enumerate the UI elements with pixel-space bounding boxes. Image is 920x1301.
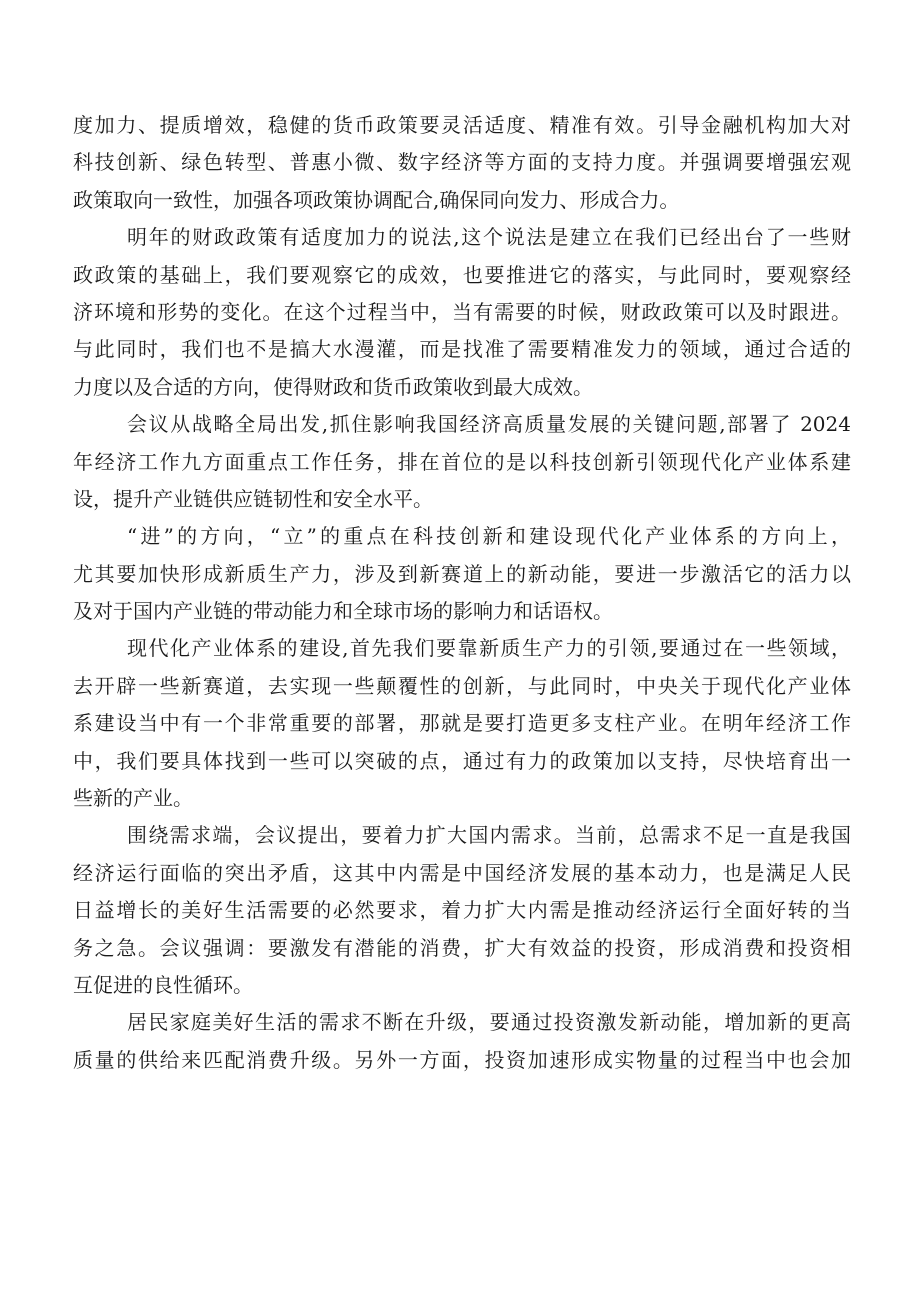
text-line: 与此同时，我们也不是搞大水漫灌，而是找准了需要精准发力的领域，通过合适的 (73, 337, 851, 362)
text-line: 科技创新、绿色转型、普惠小微、数字经济等方面的支持力度。并强调要增强宏观 (73, 150, 851, 175)
text-line: 及对于国内产业链的带动能力和全球市场的影响力和话语权。 (73, 599, 613, 624)
text-line: 居民家庭美好生活的需求不断在升级，要通过投资激发新动能，增加新的更高 (127, 1010, 851, 1035)
text-line: 年经济工作九方面重点工作任务，排在首位的是以科技创新引领现代化产业体系建 (73, 449, 851, 474)
text-line: 务之急。会议强调：要激发有潜能的消费，扩大有效益的投资，形成消费和投资相 (73, 935, 851, 960)
text-line: 济环境和形势的变化。在这个过程当中，当有需要的时候，财政政策可以及时跟进。 (73, 299, 851, 324)
text-line: 质量的供给来匹配消费升级。另外一方面，投资加速形成实物量的过程当中也会加 (73, 1047, 851, 1072)
text-line: 度加力、提质增效，稳健的货币政策要灵活适度、精准有效。引导金融机构加大对 (73, 113, 851, 137)
text-line: 设，提升产业链供应链韧性和安全水平。 (73, 486, 433, 511)
text-line: 现代化产业体系的建设,首先我们要靠新质生产力的引领,要通过在一些领域， (127, 636, 851, 661)
text-line: 经济运行面临的突出矛盾，这其中内需是中国经济发展的基本动力，也是满足人民 (73, 860, 851, 885)
text-line: 系建设当中有一个非常重要的部署，那就是要打造更多支柱产业。在明年经济工作 (73, 711, 851, 736)
text-line: 明年的财政政策有适度加力的说法,这个说法是建立在我们已经出台了一些财 (127, 225, 851, 250)
text-line: 尤其要加快形成新质生产力，涉及到新赛道上的新动能，要进一步激活它的活力以 (73, 561, 851, 586)
text-line: 会议从战略全局出发,抓住影响我国经济高质量发展的关键问题,部署了 2024 (127, 412, 851, 437)
text-line: 中，我们要具体找到一些可以突破的点，通过有力的政策加以支持，尽快培育出一 (73, 748, 851, 773)
document-page (73, 110, 851, 1082)
text-line: 些新的产业。 (73, 786, 193, 811)
text-line: 去开辟一些新赛道，去实现一些颠覆性的创新，与此同时，中央关于现代化产业体 (73, 673, 851, 698)
text-line: 围绕需求端，会议提出，要着力扩大国内需求。当前，总需求不足一直是我国 (127, 823, 851, 848)
text-line: 政政策的基础上，我们要观察它的成效，也要推进它的落实，与此同时，要观察经 (73, 262, 851, 287)
text-line: 日益增长的美好生活需要的必然要求，着力扩大内需是推动经济运行全面好转的当 (73, 898, 851, 923)
text-line: 政策取向一致性，加强各项政策协调配合,确保同向发力、形成合力。 (73, 187, 680, 212)
text-line: 力度以及合适的方向，使得财政和货币政策收到最大成效。 (73, 374, 593, 399)
text-line: “进”的方向，“立”的重点在科技创新和建设现代化产业体系的方向上， (127, 524, 851, 549)
text-line: 互促进的良性循环。 (73, 972, 253, 997)
